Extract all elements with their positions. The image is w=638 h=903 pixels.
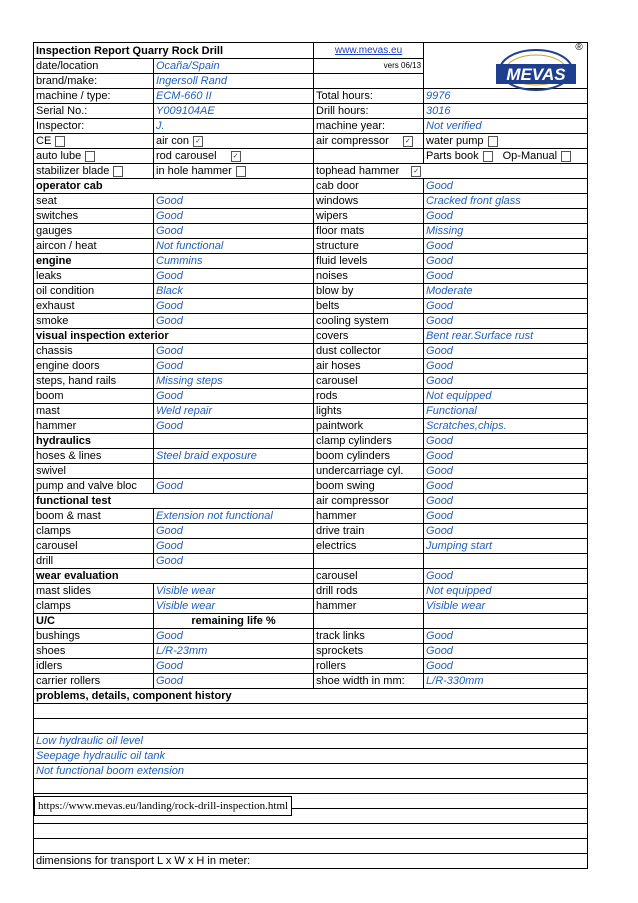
section-title: functional test xyxy=(34,494,314,509)
aircon-checkbox[interactable]: ✓ xyxy=(193,136,203,147)
item-value: Black xyxy=(154,284,314,299)
item-value: Good xyxy=(424,629,588,644)
item-label: hammer xyxy=(34,419,154,434)
table-row xyxy=(34,209,588,224)
machine-label: machine / type: xyxy=(34,89,154,104)
item-label: bushings xyxy=(34,629,154,644)
item-label: hammer xyxy=(314,509,424,524)
logo-text: MEVAS xyxy=(506,65,566,84)
table-row xyxy=(34,584,588,599)
item-value: Good xyxy=(424,254,588,269)
tophead-cell xyxy=(314,164,588,179)
partsbook-label: Parts book xyxy=(426,150,479,162)
inspection-url[interactable]: https://www.mevas.eu/landing/rock-drill-inspection.html xyxy=(34,796,292,816)
empty-cell xyxy=(424,614,588,629)
item-value: Good xyxy=(424,209,588,224)
item-value: Good xyxy=(424,314,588,329)
table-row xyxy=(34,599,588,614)
stabilizer-cell xyxy=(34,164,154,179)
item-value: Not functional xyxy=(154,239,314,254)
autolube-label: auto lube xyxy=(36,150,82,162)
problems-row xyxy=(34,689,588,704)
item-label: structure xyxy=(314,239,424,254)
compressor-label: air compressor xyxy=(316,135,389,147)
item-label: carousel xyxy=(314,569,424,584)
item-label: boom xyxy=(34,389,154,404)
item-label: lights xyxy=(314,404,424,419)
table-row xyxy=(34,539,588,554)
item-value: Good xyxy=(154,419,314,434)
note-row xyxy=(34,704,588,719)
table-row xyxy=(34,449,588,464)
item-label: hammer xyxy=(314,599,424,614)
options-row-2 xyxy=(34,149,588,164)
options-row-1 xyxy=(34,134,588,149)
item-value: Scratches,chips. xyxy=(424,419,588,434)
table-row xyxy=(34,359,588,374)
section-title: engine xyxy=(34,254,154,269)
table-row xyxy=(34,344,588,359)
item-label: oil condition xyxy=(34,284,154,299)
waterpump-cell xyxy=(424,134,588,149)
item-label: wipers xyxy=(314,209,424,224)
waterpump-checkbox[interactable] xyxy=(488,136,498,147)
table-row xyxy=(34,659,588,674)
note-row xyxy=(34,824,588,839)
item-label: boom cylinders xyxy=(314,449,424,464)
item-value: Moderate xyxy=(424,284,588,299)
logo-graphic xyxy=(488,40,586,96)
item-value: Good xyxy=(154,314,314,329)
item-value: Good xyxy=(424,569,588,584)
section-title: U/C xyxy=(34,614,154,629)
item-label: switches xyxy=(34,209,154,224)
table-row xyxy=(34,299,588,314)
item-label: air compressor xyxy=(314,494,424,509)
section-row xyxy=(34,179,588,194)
machine-year-value: Not verified xyxy=(424,119,588,134)
item-value: Visible wear xyxy=(154,584,314,599)
tophead-checkbox[interactable]: ✓ xyxy=(411,166,421,177)
item-value: Good xyxy=(424,494,588,509)
table-row xyxy=(34,629,588,644)
item-label: dust collector xyxy=(314,344,424,359)
item-label: boom & mast xyxy=(34,509,154,524)
note-row xyxy=(34,719,588,734)
section-title: visual inspection exterior xyxy=(34,329,314,344)
item-label: covers xyxy=(314,329,424,344)
ce-label: CE xyxy=(36,135,52,147)
inspector-label: Inspector: xyxy=(34,119,154,134)
item-value: Good xyxy=(424,299,588,314)
item-label: engine doors xyxy=(34,359,154,374)
item-label: pump and valve bloc xyxy=(34,479,154,494)
stabilizer-label: stabilizer blade xyxy=(36,165,110,177)
version: vers 06/13 xyxy=(314,59,424,74)
note-row xyxy=(34,839,588,854)
item-label: track links xyxy=(314,629,424,644)
note-text: Low hydraulic oil level xyxy=(34,734,588,749)
table-row xyxy=(34,419,588,434)
brand-value: Ingersoll Rand xyxy=(154,74,314,89)
item-label: clamps xyxy=(34,524,154,539)
item-value: L/R-330mm xyxy=(424,674,588,689)
aircon-cell xyxy=(154,134,314,149)
machine-value: ECM-660 II xyxy=(154,89,314,104)
blank-note xyxy=(34,839,588,854)
item-value: Good xyxy=(424,644,588,659)
options-row-3 xyxy=(34,164,588,179)
empty-cell xyxy=(314,149,424,164)
autolube-checkbox[interactable] xyxy=(85,151,95,162)
item-value: Good xyxy=(154,359,314,374)
item-label: hoses & lines xyxy=(34,449,154,464)
item-value: Visible wear xyxy=(154,599,314,614)
item-label: sprockets xyxy=(314,644,424,659)
serial-label: Serial No.: xyxy=(34,104,154,119)
note-text: Seepage hydraulic oil tank xyxy=(34,749,588,764)
note-row xyxy=(34,734,588,749)
item-value: Good xyxy=(154,194,314,209)
item-label: windows xyxy=(314,194,424,209)
blank-note xyxy=(34,704,588,719)
machine-year-label: machine year: xyxy=(314,119,424,134)
mevas-logo xyxy=(488,40,586,96)
table-row xyxy=(34,284,588,299)
opmanual-label: Op-Manual xyxy=(502,150,558,162)
item-value: Good xyxy=(154,479,314,494)
item-label: leaks xyxy=(34,269,154,284)
item-label: belts xyxy=(314,299,424,314)
section-row xyxy=(34,254,588,269)
item-label: blow by xyxy=(314,284,424,299)
manuals-cell xyxy=(424,149,588,164)
item-value: Missing xyxy=(424,224,588,239)
item-label: carousel xyxy=(34,539,154,554)
item-label: air hoses xyxy=(314,359,424,374)
item-label: paintwork xyxy=(314,419,424,434)
item-label: drive train xyxy=(314,524,424,539)
registered-mark: ® xyxy=(575,42,583,53)
aircon-label: air con xyxy=(156,135,190,147)
item-value: Good xyxy=(424,524,588,539)
item-label: carousel xyxy=(314,374,424,389)
table-row xyxy=(34,404,588,419)
item-value: Cracked front glass xyxy=(424,194,588,209)
section-row xyxy=(34,494,588,509)
section-title: wear evaluation xyxy=(34,569,314,584)
table-row xyxy=(34,464,588,479)
item-value: Good xyxy=(154,539,314,554)
item-label: cab door xyxy=(314,179,424,194)
section-row xyxy=(34,569,588,584)
note-text: Not functional boom extension xyxy=(34,764,588,779)
section-row xyxy=(34,329,588,344)
item-value: Good xyxy=(424,344,588,359)
item-value: Good xyxy=(154,629,314,644)
item-label: clamp cylinders xyxy=(314,434,424,449)
table-row xyxy=(34,239,588,254)
empty-cell xyxy=(314,74,424,89)
dimensions-row xyxy=(34,854,588,869)
note-row xyxy=(34,764,588,779)
date-label: date/location xyxy=(34,59,154,74)
table-row xyxy=(34,374,588,389)
item-value: Good xyxy=(424,464,588,479)
item-value: Good xyxy=(154,524,314,539)
item-label: clamps xyxy=(34,599,154,614)
partsbook-checkbox[interactable] xyxy=(483,151,493,162)
item-value: Good xyxy=(154,344,314,359)
carousel-label: rod carousel xyxy=(156,150,217,162)
table-row xyxy=(34,269,588,284)
table-row xyxy=(34,674,588,689)
ce-cell xyxy=(34,134,154,149)
uc-header-row xyxy=(34,614,588,629)
inhole-cell xyxy=(154,164,314,179)
item-value: Good xyxy=(424,479,588,494)
item-value: Visible wear xyxy=(424,599,588,614)
compressor-checkbox[interactable]: ✓ xyxy=(403,136,413,147)
item-label xyxy=(314,554,424,569)
ce-checkbox[interactable] xyxy=(55,136,65,147)
table-row xyxy=(34,479,588,494)
note-row xyxy=(34,779,588,794)
table-row xyxy=(34,389,588,404)
drill-hours-label: Drill hours: xyxy=(314,104,424,119)
item-value: L/R-23mm xyxy=(154,644,314,659)
note-row xyxy=(34,749,588,764)
section-value xyxy=(154,434,314,449)
item-label: undercarriage cyl. xyxy=(314,464,424,479)
empty-cell xyxy=(314,614,424,629)
item-label: cooling system xyxy=(314,314,424,329)
item-label: fluid levels xyxy=(314,254,424,269)
inspector-row xyxy=(34,119,588,134)
item-label: exhaust xyxy=(34,299,154,314)
item-value xyxy=(154,464,314,479)
item-value: Weld repair xyxy=(154,404,314,419)
item-value: Good xyxy=(154,209,314,224)
item-label: gauges xyxy=(34,224,154,239)
dimensions-label: dimensions for transport L x W x H in meter: xyxy=(34,854,588,869)
drill-hours-value: 3016 xyxy=(424,104,588,119)
item-value: Good xyxy=(154,674,314,689)
item-label: steps, hand rails xyxy=(34,374,154,389)
item-value: Functional xyxy=(424,404,588,419)
item-value: Good xyxy=(154,389,314,404)
item-value: Good xyxy=(424,239,588,254)
item-label: rods xyxy=(314,389,424,404)
inspection-table xyxy=(33,42,588,869)
table-row xyxy=(34,644,588,659)
item-value: Extension not functional xyxy=(154,509,314,524)
item-label: idlers xyxy=(34,659,154,674)
report-title: Inspection Report Quarry Rock Drill xyxy=(34,43,314,59)
item-label: rollers xyxy=(314,659,424,674)
inspector-value: J. xyxy=(154,119,314,134)
opmanual-checkbox[interactable] xyxy=(561,151,571,162)
item-value: Jumping start xyxy=(424,539,588,554)
carousel-cell xyxy=(154,149,314,164)
item-value: Bent rear.Surface rust xyxy=(424,329,588,344)
brand-label: brand/make: xyxy=(34,74,154,89)
item-value: Good xyxy=(424,449,588,464)
item-label: boom swing xyxy=(314,479,424,494)
date-value: Ocaña/Spain xyxy=(154,59,314,74)
remaining-life-label: remaining life % xyxy=(154,614,314,629)
item-value: Good xyxy=(424,434,588,449)
autolube-cell xyxy=(34,149,154,164)
item-label: carrier rollers xyxy=(34,674,154,689)
item-value: Not equipped xyxy=(424,389,588,404)
serial-row xyxy=(34,104,588,119)
table-row xyxy=(34,194,588,209)
item-value: Steel braid exposure xyxy=(154,449,314,464)
total-hours-label: Total hours: xyxy=(314,89,424,104)
website-link[interactable]: www.mevas.eu xyxy=(334,45,403,56)
item-label: floor mats xyxy=(314,224,424,239)
stabilizer-checkbox[interactable] xyxy=(113,166,123,177)
section-title: hydraulics xyxy=(34,434,154,449)
tophead-label: tophead hammer xyxy=(316,165,400,177)
item-label: drill xyxy=(34,554,154,569)
item-value: Not equipped xyxy=(424,584,588,599)
item-label: smoke xyxy=(34,314,154,329)
waterpump-label: water pump xyxy=(426,135,484,147)
item-value: Good xyxy=(154,554,314,569)
item-label: noises xyxy=(314,269,424,284)
inhole-checkbox[interactable] xyxy=(236,166,246,177)
item-label: shoes xyxy=(34,644,154,659)
carousel-checkbox[interactable]: ✓ xyxy=(231,151,241,162)
table-row xyxy=(34,314,588,329)
item-value: Good xyxy=(424,509,588,524)
compressor-cell xyxy=(314,134,424,149)
item-label: aircon / heat xyxy=(34,239,154,254)
blank-note xyxy=(34,719,588,734)
item-label: mast xyxy=(34,404,154,419)
item-label: mast slides xyxy=(34,584,154,599)
item-value: Good xyxy=(154,659,314,674)
item-label: drill rods xyxy=(314,584,424,599)
item-label: chassis xyxy=(34,344,154,359)
item-value xyxy=(424,554,588,569)
item-value: Good xyxy=(424,359,588,374)
section-value: Cummins xyxy=(154,254,314,269)
item-label: shoe width in mm: xyxy=(314,674,424,689)
table-row xyxy=(34,224,588,239)
serial-value: Y009104AE xyxy=(154,104,314,119)
item-value: Good xyxy=(424,269,588,284)
item-value: Good xyxy=(424,659,588,674)
item-value: Good xyxy=(154,269,314,284)
item-value: Good xyxy=(154,224,314,239)
website-link-cell xyxy=(314,43,424,59)
item-value: Good xyxy=(424,179,588,194)
item-value: Missing steps xyxy=(154,374,314,389)
item-label: electrics xyxy=(314,539,424,554)
item-label: swivel xyxy=(34,464,154,479)
blank-note xyxy=(34,779,588,794)
table-row xyxy=(34,524,588,539)
section-title: problems, details, component history xyxy=(34,689,588,704)
section-title: operator cab xyxy=(34,179,314,194)
item-value: Good xyxy=(154,299,314,314)
blank-note xyxy=(34,824,588,839)
item-value: Good xyxy=(424,374,588,389)
table-row xyxy=(34,554,588,569)
total-hours-value: 9976 xyxy=(424,89,588,104)
section-row xyxy=(34,434,588,449)
item-label: seat xyxy=(34,194,154,209)
inhole-label: in hole hammer xyxy=(156,165,232,177)
table-row xyxy=(34,509,588,524)
